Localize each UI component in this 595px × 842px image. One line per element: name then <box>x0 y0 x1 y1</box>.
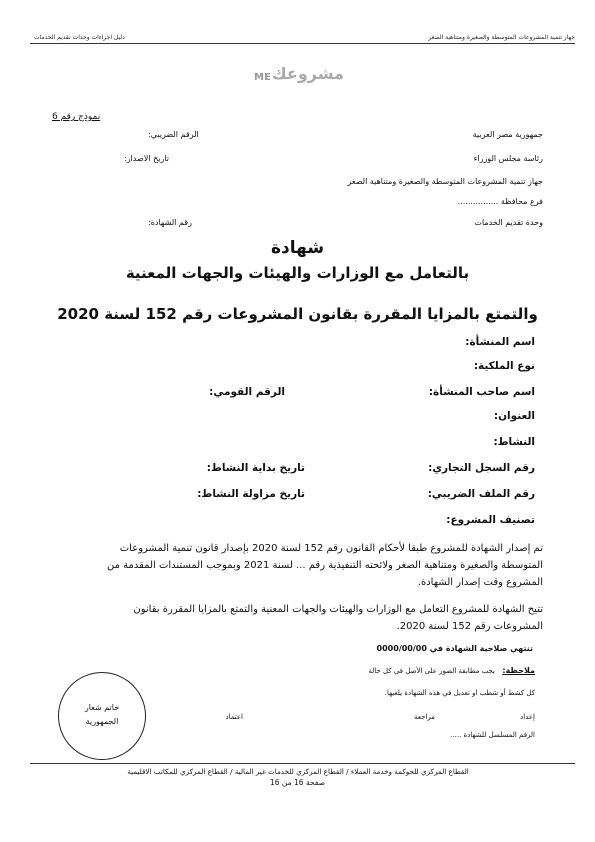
tax-number-label: الرقم الضريبي: <box>148 130 199 139</box>
field-national-id: الرقم القومي: <box>209 386 285 398</box>
field-address: العنوان: <box>493 410 535 422</box>
page-number: صفحة 16 من 16 <box>269 778 325 787</box>
header-right-text: جهاز تنمية المشروعات المتوسطة والصغيرة ومتناهية الصغر <box>428 34 575 41</box>
field-activity: النشاط: <box>493 436 535 448</box>
field-commercial-register: رقم السجل التجاري: <box>428 462 535 474</box>
form-number: نموذج رقم 6 <box>52 112 101 122</box>
stamp-line-2: الجمهورية <box>85 717 119 726</box>
footer-rule <box>30 763 575 764</box>
body-paragraph-2-line-2: المشروعات رقم 152 لسنة 2020. <box>396 621 543 632</box>
validity-text: تنتهي صلاحية الشهادة في 0000/00/00 <box>376 644 533 653</box>
certificate-title: شهادة <box>270 238 325 258</box>
certificate-subtitle-1: بالتعامل مع الوزارات والهيئات والجهات المعنية <box>125 264 470 282</box>
body-paragraph-1 <box>53 540 543 591</box>
footer-text: القطاع المركزي للحوكمة وخدمة العملاء / القطاع المركزي للخدمات غير المالية / القطاع المركزي للمكاتب الاقليمية <box>127 767 469 776</box>
header-left-text: دليل اجراءات وحدات تقديم الخدمات <box>34 34 125 41</box>
body-paragraph-1-line-1: تم إصدار الشهادة للمشروع طبقا لأحكام القانون رقم 152 لسنة 2020 بإصدار قانون تنمية المشروعات <box>119 543 543 554</box>
signature-prepared: إعداد <box>520 713 535 721</box>
issue-date-label: تاريخ الاصدار: <box>124 154 170 163</box>
stamp-line-1: خاتم شعار <box>84 703 120 712</box>
certificate-subtitle-2: والتمتع بالمزايا المقررة بقانون المشروعات رقم 152 لسنة 2020 <box>57 305 538 323</box>
note-1: يجب مطابقة الصور على الأصل في كل حالة <box>368 667 495 675</box>
field-activity-start: تاريخ بداية النشاط: <box>206 462 305 474</box>
notes-label: ملاحظة: <box>502 666 535 675</box>
body-paragraph-2 <box>53 601 543 635</box>
signature-reviewed: مراجعة <box>413 713 435 721</box>
field-project-classification: تصنيف المشروع: <box>446 514 535 526</box>
issuer-branch: فرع محافظة ................ <box>457 197 543 206</box>
field-practice-date: تاريخ مزاولة النشاط: <box>197 488 305 500</box>
body-paragraph-1-line-2: المتوسطة والصغيرة ومتناهية الصغر ولائحته التنفيذية رقم ... لسنة 2021 وبموجب المستندات المقدمة من <box>107 560 543 571</box>
body-paragraph-1-line-3: المشروع وقت إصدار الشهادة. <box>417 577 543 588</box>
field-owner-name: اسم صاحب المنشأة: <box>428 386 535 398</box>
republic-stamp <box>58 672 146 760</box>
issuer-agency: جهاز تنمية المشروعات المتوسطة والصغيرة ومتناهية الصغر <box>347 177 543 186</box>
field-establishment-name: اسم المنشأة: <box>465 336 535 348</box>
serial-number-label: الرقم المسلسل للشهادة ..... <box>450 731 535 739</box>
field-tax-file: رقم الملف الضريبي: <box>427 488 535 500</box>
logo-text: مشروعك <box>272 64 344 83</box>
logo-subtext: ME <box>254 72 271 83</box>
body-paragraph-2-line-1: تتيح الشهادة للمشروع التعامل مع الوزارات والهيئات والجهات المعنية والتمتع بالمزايا المقررة بقانون <box>133 604 543 615</box>
header-rule <box>30 43 575 44</box>
field-ownership-type: نوع الملكية: <box>473 360 535 372</box>
note-2: كل كشط أو شطب او تعديل في هذه الشهادة يلغيها. <box>384 689 535 697</box>
signature-approved: اعتماد <box>225 713 243 721</box>
issuer-unit: وحدة تقديم الخدمات <box>474 218 543 227</box>
logo <box>250 58 344 92</box>
issuer-country: جمهورية مصر العربية <box>472 130 543 139</box>
certificate-number-label: رقم الشهادة: <box>148 218 192 227</box>
issuer-cabinet: رئاسة مجلس الوزراء <box>473 154 543 163</box>
